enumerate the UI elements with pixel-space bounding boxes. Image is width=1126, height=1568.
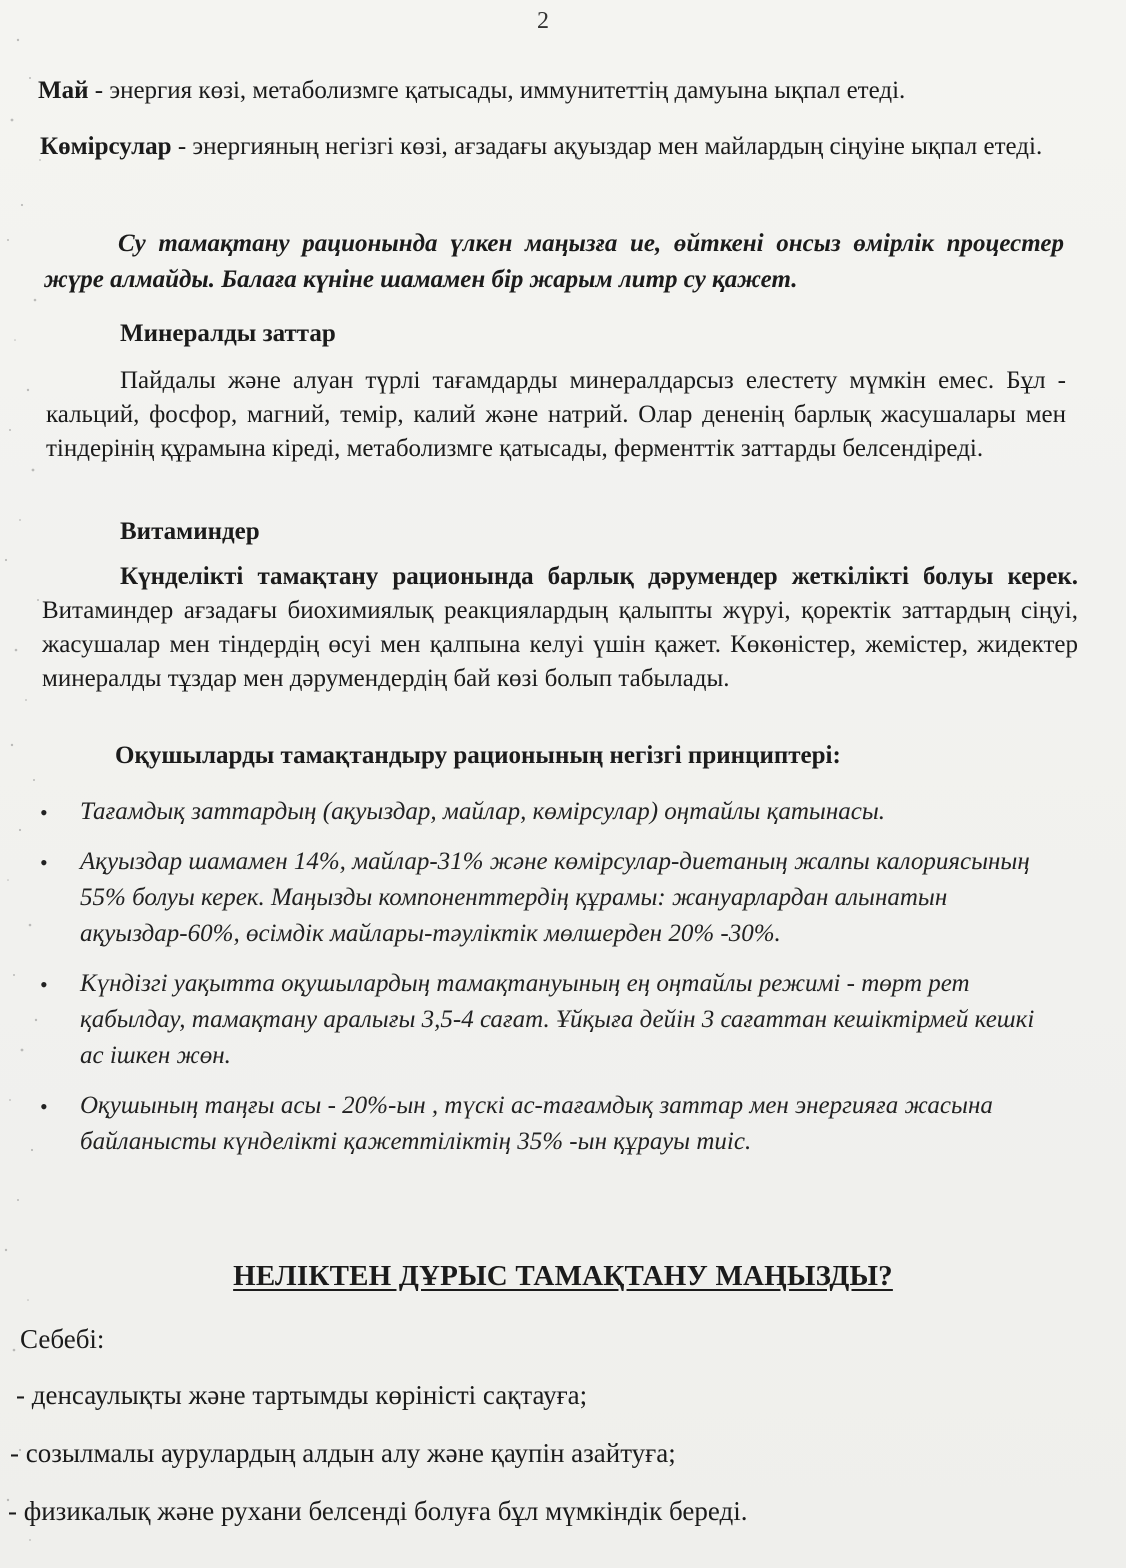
fat-text: - энергия көзі, метаболизмге қатысады, иммунитеттің дамуына ықпал етеді.: [88, 77, 906, 104]
fat-term: Май: [38, 77, 89, 104]
list-item: [40, 1088, 1040, 1160]
carbs-term: Көмірсулар: [40, 133, 172, 160]
list-item: [40, 794, 1040, 830]
principle-text: Оқушының таңғы асы - 20%-ын , түскі ас-тағамдық заттар мен энергияға жасына байланысты күнделікті қажеттіліктің 35% -ын құрауы тиіс.: [80, 1092, 993, 1155]
vitamins-text: Витаминдер ағзадағы биохимиялық реакциялардың қалыпты жүруі, қоректік заттардың сіңуі, жасушалар мен тіндердің өсуі мен қалпына келуі үшін қажет. Көкөністер, жемістер, жидектер минералды тұздар мен дәрумендердің бай көзі болып табылады.: [42, 597, 1078, 692]
water-paragraph: Су тамақтану рационында үлкен маңызға ие, өйткені онсыз өмірлік процестер жүре алмайды. Балаға күніне шамамен бір жарым литр су қажет.: [44, 230, 1064, 293]
page-number: 2: [537, 8, 549, 34]
vitamins-paragraph: [42, 560, 1078, 696]
list-item: [40, 966, 1040, 1074]
principle-text: Тағамдық заттардың (ақуыздар, майлар, көмірсулар) оңтайлы қатынасы.: [80, 798, 886, 825]
carbs-paragraph: [40, 130, 1050, 163]
reasons-intro: Себебі:: [20, 1324, 105, 1354]
vitamins-heading: Витаминдер: [120, 518, 260, 545]
bullet-icon: •: [40, 972, 48, 997]
list-item: [40, 844, 1040, 952]
principles-heading: Оқушыларды тамақтандыру рационының негізгі принциптері:: [115, 742, 841, 769]
reason-item: - физикалық және рухани белсенді болуға бұл мүмкіндік береді.: [8, 1496, 748, 1526]
principles-list: [40, 794, 1040, 1174]
carbs-text: - энергияның негізгі көзі, ағзадағы ақуыздар мен майлардың сіңуіне ықпал етеді.: [171, 133, 1043, 160]
reason-item: - созылмалы аурулардың алдын алу және қаупін азайтуға;: [10, 1438, 676, 1468]
section-title: НЕЛІКТЕН ДҰРЫС ТАМАҚТАНУ МАҢЫЗДЫ?: [233, 1260, 893, 1292]
bullet-icon: •: [40, 850, 48, 875]
minerals-paragraph: Пайдалы және алуан түрлі тағамдарды минералдарсыз елестету мүмкін емес. Бұл - кальций, фосфор, магний, темір, калий және натрий. Олар дененің барлық жасушалары мен тіндерінің құрамына кіреді, метаболизмге қатысады, ферменттік заттарды белсендіреді.: [46, 367, 1066, 462]
principle-text: Ақуыздар шамамен 14%, майлар-31% және көмірсулар-диетаның жалпы калориясының 55% болуы керек. Маңызды компоненттердің құрамы: жануарлардан алынатын ақуыздар-60%, өсімдік майлары-тәуліктік мөлшерден 20% -30%.: [80, 848, 1030, 947]
reason-item: - денсаулықты және тартымды көріністі сақтауға;: [16, 1380, 588, 1410]
principle-text: Күндізгі уақытта оқушылардың тамақтануының ең оңтайлы режимі - төрт рет қабылдау, тамақтану аралығы 3,5-4 сағат. Ұйқыға дейін 3 сағаттан кешіктірмей кешкі ас ішкен жөн.: [80, 970, 1035, 1069]
bullet-icon: •: [40, 800, 48, 825]
vitamins-bold-text: Күнделікті тамақтану рационында барлық дәрумендер жеткілікті болуы керек.: [120, 563, 1078, 590]
fat-paragraph: [38, 74, 1078, 107]
minerals-heading: Минералды заттар: [120, 320, 336, 347]
bullet-icon: •: [40, 1094, 48, 1119]
